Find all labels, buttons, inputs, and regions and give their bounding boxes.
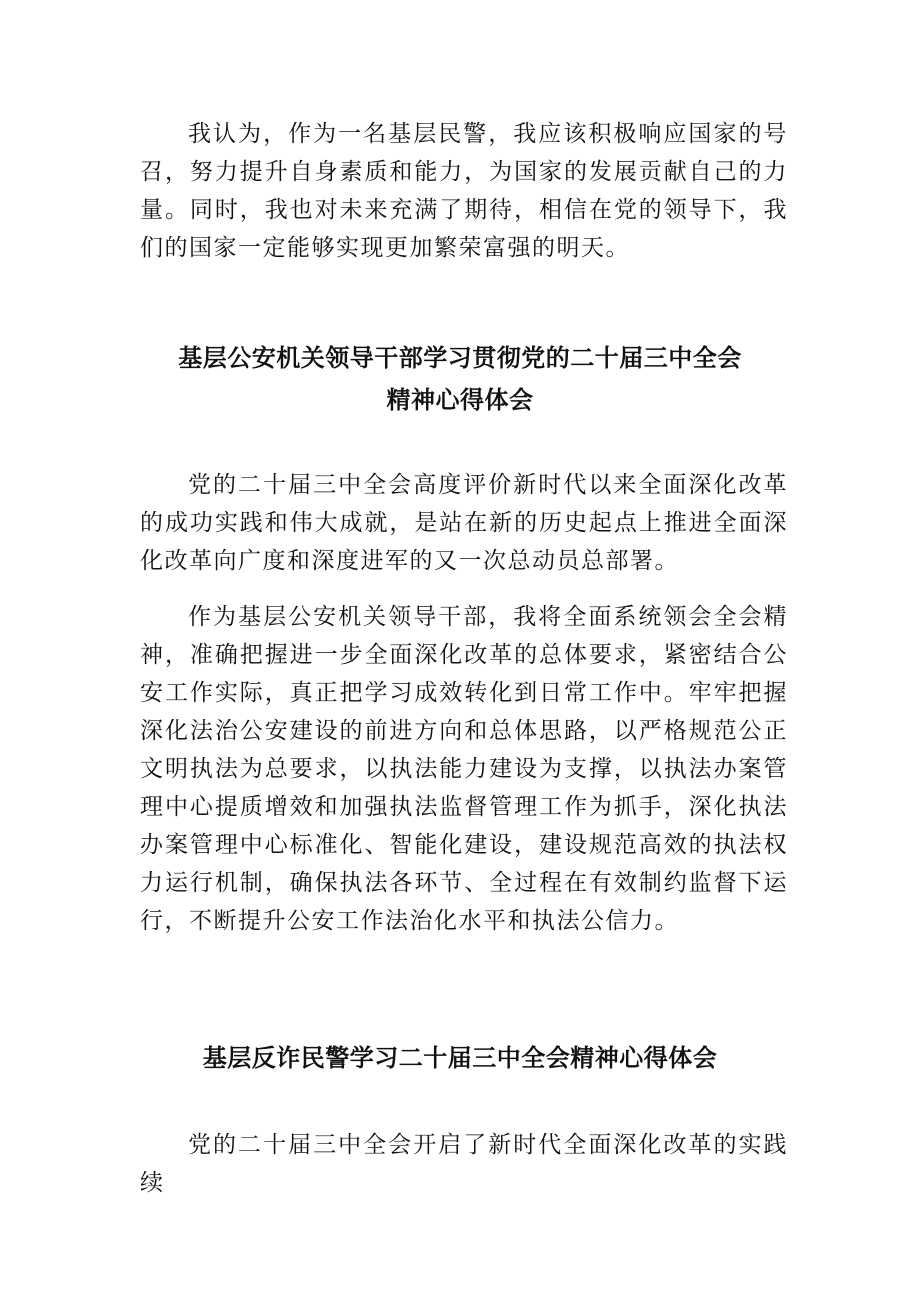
section-title-line-2: 精神心得体会 [386,386,534,414]
section-title: 基层反诈民警学习二十届三中全会精神心得体会 [202,1044,718,1072]
section-title-line-1: 基层公安机关领导干部学习贯彻党的二十届三中全会 [178,344,742,372]
body-paragraph: 我认为，作为一名基层民警，我应该积极响应国家的号召，努力提升自身素质和能力，为国家的发展贡献自己的力量。同时，我也对未来充满了期待，相信在党的领导下，我们的国家一定能够实现更加繁荣富强的明天。 [140,121,788,261]
body-paragraph: 党的二十届三中全会高度评价新时代以来全面深化改革的成功实践和伟大成就，是站在新的历史起点上推进全面深化改革向广度和深度进军的又一次总动员总部署。 [140,472,788,574]
body-paragraph: 党的二十届三中全会开启了新时代全面深化改革的实践续 [140,1132,788,1196]
body-paragraph: 作为基层公安机关领导干部，我将全面系统领会全会精神，准确把握进一步全面深化改革的总体要求，紧密结合公安工作实际，真正把学习成效转化到日常工作中。牢牢把握深化法治公安建设的前进方向和总体思路，以严格规范公正文明执法为总要求，以执法能力建设为支撑，以执法办案管理中心提质增效和加强执法监督管理工作为抓手，深化执法办案管理中心标准化、智能化建设，建设规范高效的执法权力运行机制，确保执法各环节、全过程在有效制约监督下运行，不断提升公安工作法治化水平和执法公信力。 [140,604,788,934]
